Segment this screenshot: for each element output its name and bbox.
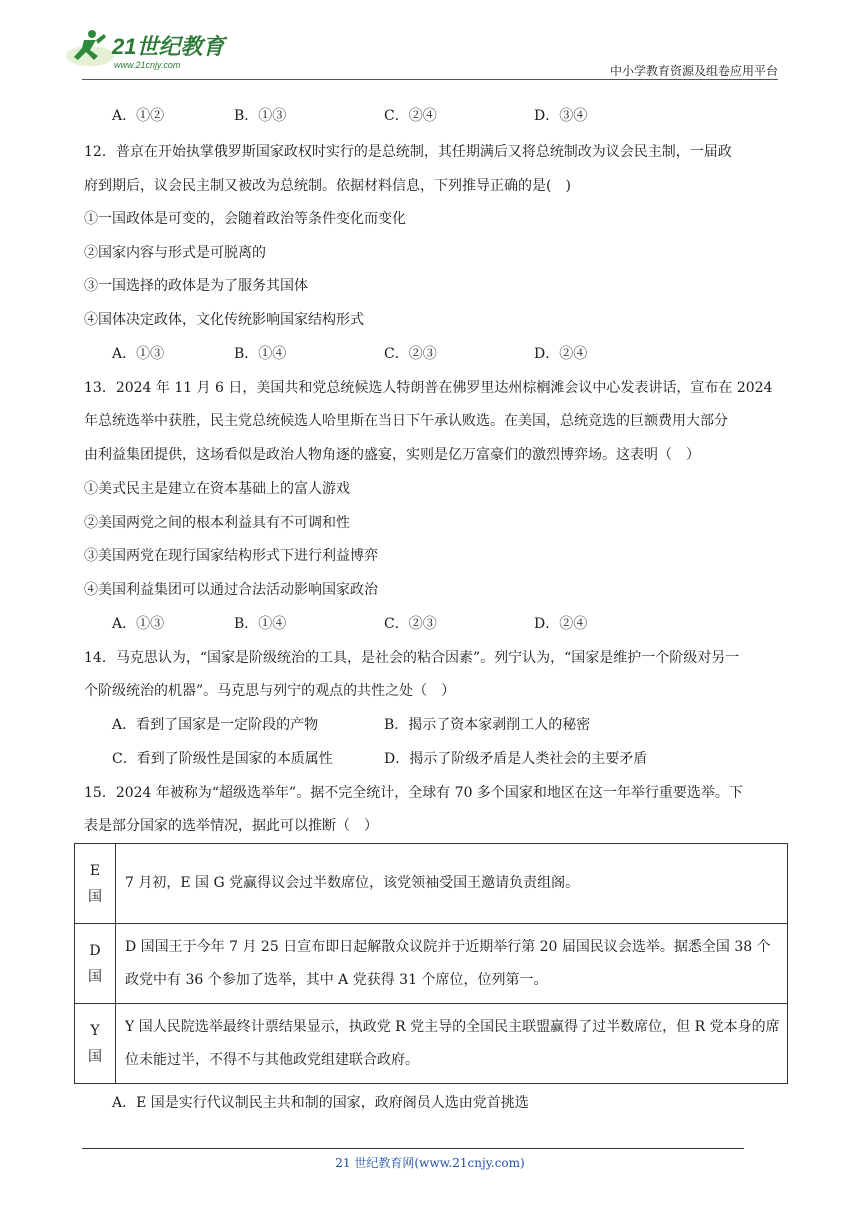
site-logo (64, 26, 244, 74)
q12-item-2: ②国家内容与形式是可脱离的 (84, 245, 266, 261)
q13-option-b: B．①④ (234, 616, 287, 632)
country-label-cell (75, 844, 116, 924)
q13-option-d: D．②④ (534, 616, 588, 632)
country-letter: E (89, 862, 101, 879)
q12-stem-line-2: 府到期后，议会民主制又被改为总统制。依据材料信息，下列推导正确的是( ) (84, 178, 571, 194)
q13-option-c: C．②③ (384, 616, 437, 632)
q14-stem-line-1: 14．马克思认为，“国家是阶级统治的工具，是社会的粘合因素”。列宁认为，“国家是维护一个阶级对另一 (84, 650, 740, 666)
q15-option-a: A．E 国是实行代议制民主共和制的国家，政府阁员人选由党首挑选 (112, 1095, 529, 1111)
q13-item-3: ③美国两党在现行国家结构形式下进行利益博弈 (84, 548, 378, 564)
table-row (75, 844, 788, 924)
country-label-cell (75, 924, 116, 1004)
q13-item-1: ①美式民主是建立在资本基础上的富人游戏 (84, 481, 350, 497)
prev-option-a: A．①② (112, 108, 165, 124)
q13-stem-line-3: 由利益集团提供，这场看似是政治人物角逐的盛宴，实则是亿万富豪们的激烈博弈场。这表明（ ） (84, 447, 700, 463)
q12-option-b: B．①④ (234, 346, 287, 362)
q12-option-a: A．①③ (112, 346, 165, 362)
q13-stem-line-2: 年总统选举中获胜，民主党总统候选人哈里斯在当日下午承认败选。在美国，总统竞选的巨额费用大部分 (84, 413, 728, 429)
election-table (74, 843, 788, 1084)
prev-option-b: B．①③ (234, 108, 287, 124)
election-info-cell: Y 国人民院选举最终计票结果显示，执政党 R 党主导的全国民主联盟赢得了过半数席位，但 R 党本身的席位未能过半，不得不与其他政党组建联合政府。 (116, 1004, 788, 1084)
runner-logo-icon (64, 26, 244, 74)
q13-option-a: A．①③ (112, 616, 165, 632)
logo-main-text: 21世纪教育 (112, 34, 225, 59)
country-suffix: 国 (88, 1048, 102, 1065)
q13-item-2: ②美国两党之间的根本利益具有不可调和性 (84, 515, 350, 531)
prev-option-d: D．③④ (534, 108, 588, 124)
q14-stem-line-2: 个阶级统治的机器”。马克思与列宁的观点的共性之处（ ） (84, 683, 456, 699)
q12-item-4: ④国体决定政体，文化传统影响国家结构形式 (84, 312, 364, 328)
country-suffix: 国 (88, 888, 102, 905)
country-letter: D (89, 942, 101, 959)
footer-site-text: 21 世纪教育网(www.21cnjy.com) (335, 1156, 525, 1170)
q12-item-3: ③一国选择的政体是为了服务其国体 (84, 278, 308, 294)
table-row (75, 924, 788, 1004)
country-label-cell (75, 1004, 116, 1084)
q12-stem-line-1: 12．普京在开始执掌俄罗斯国家政权时实行的是总统制，其任期满后又将总统制改为议会民主制，一届政 (84, 144, 732, 160)
q14-option-c: C．看到了阶级性是国家的本质属性 (112, 751, 333, 767)
footer-divider (82, 1148, 744, 1149)
q15-stem-line-2: 表是部分国家的选举情况，据此可以推断（ ） (84, 818, 378, 834)
q13-item-4: ④美国利益集团可以通过合法活动影响国家政治 (84, 582, 378, 598)
table-row (75, 1004, 788, 1084)
q13-stem-line-1: 13．2024 年 11 月 6 日，美国共和党总统候选人特朗普在佛罗里达州棕榈滩会议中心发表讲话，宣布在 2024 (84, 380, 773, 396)
header-platform-text: 中小学教育资源及组卷应用平台 (609, 64, 778, 78)
election-info-cell: 7 月初，E 国 G 党赢得议会过半数席位，该党领袖受国王邀请负责组阁。 (116, 844, 788, 924)
q15-stem-line-1: 15．2024 年被称为“超级选举年”。据不完全统计，全球有 70 多个国家和地区在这一年举行重要选举。下 (84, 785, 743, 801)
country-suffix: 国 (88, 968, 102, 985)
q12-option-d: D．②④ (534, 346, 588, 362)
country-letter: Y (90, 1022, 100, 1039)
prev-option-c: C．②④ (384, 108, 437, 124)
header-divider (82, 79, 778, 80)
q14-option-b: B．揭示了资本家剥削工人的秘密 (384, 717, 591, 733)
q12-item-1: ①一国政体是可变的，会随着政治等条件变化而变化 (84, 211, 406, 227)
q14-option-a: A．看到了国家是一定阶段的产物 (112, 717, 319, 733)
q12-option-c: C．②③ (384, 346, 437, 362)
q14-option-d: D．揭示了阶级矛盾是人类社会的主要矛盾 (384, 751, 648, 767)
election-info-cell: D 国国王于今年 7 月 25 日宣布即日起解散众议院并于近期举行第 20 届国民议会选举。据悉全国 38 个政党中有 36 个参加了选举，其中 A 党获得 31 个席位，位列第一。 (116, 924, 788, 1004)
logo-url-text: www.21cnjy.com (114, 60, 181, 70)
